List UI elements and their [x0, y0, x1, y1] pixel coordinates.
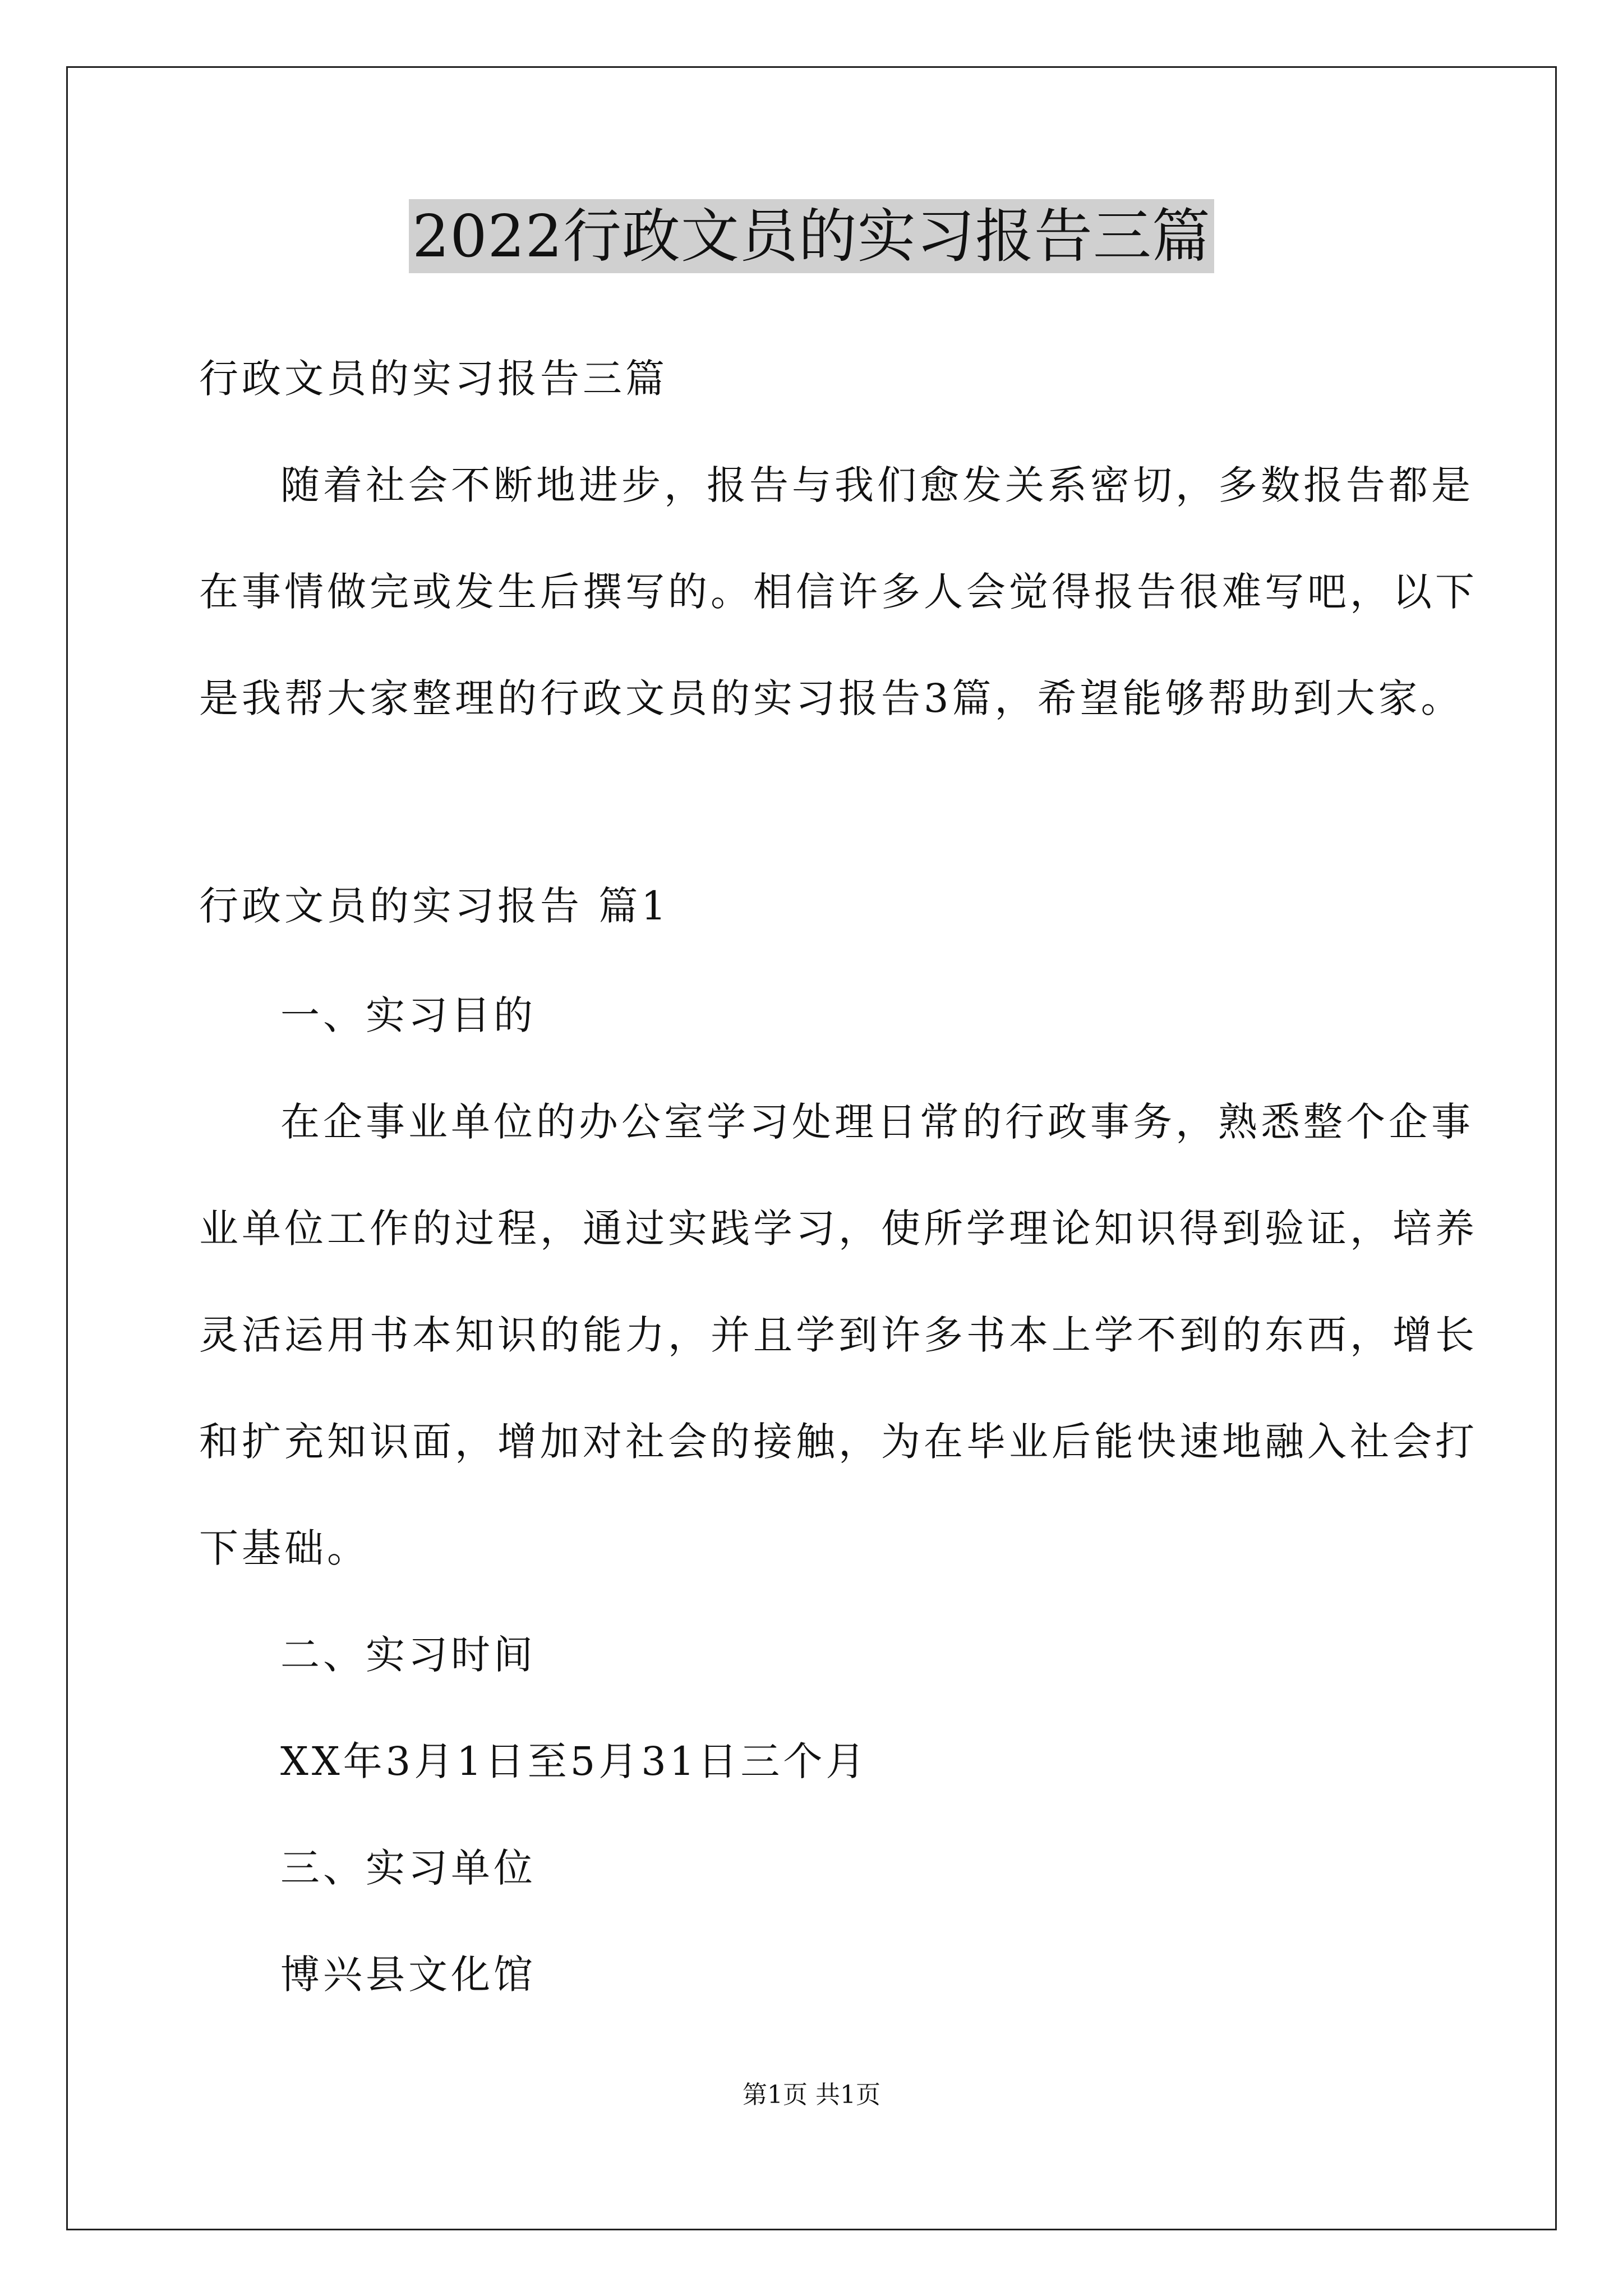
intro-line-2: 在事情做完或发生后撰写的。相信许多人会觉得报告很难写吧，以下: [199, 569, 1478, 615]
item1-heading: 一、实习目的: [280, 992, 536, 1038]
item1-line-5: 下基础。: [199, 1525, 370, 1571]
document-title: 2022行政文员的实习报告三篇: [409, 199, 1214, 273]
section-heading: 行政文员的实习报告 篇1: [199, 883, 670, 929]
document-subtitle: 行政文员的实习报告三篇: [199, 356, 668, 402]
item1-line-1: 在企事业单位的办公室学习处理日常的行政事务，熟悉整个企事: [280, 1099, 1474, 1145]
item2-text: XX年3月1日至5月31日三个月: [280, 1738, 869, 1784]
item1-line-4: 和扩充知识面，增加对社会的接触，为在毕业后能快速地融入社会打: [199, 1419, 1478, 1465]
intro-line-1: 随着社会不断地进步，报告与我们愈发关系密切，多数报告都是: [280, 462, 1474, 508]
page-footer: 第1页 共1页: [743, 2081, 880, 2109]
item3-text: 博兴县文化馆: [280, 1952, 536, 1998]
item3-heading: 三、实习单位: [280, 1845, 536, 1891]
item2-heading: 二、实习时间: [280, 1632, 536, 1678]
item1-line-3: 灵活运用书本知识的能力，并且学到许多书本上学不到的东西，增长: [199, 1312, 1478, 1358]
title-container: [0, 199, 1623, 273]
item1-line-2: 业单位工作的过程，通过实践学习，使所学理论知识得到验证，培养: [199, 1205, 1478, 1251]
intro-line-3: 是我帮大家整理的行政文员的实习报告3篇，希望能够帮助到大家。: [199, 675, 1464, 721]
